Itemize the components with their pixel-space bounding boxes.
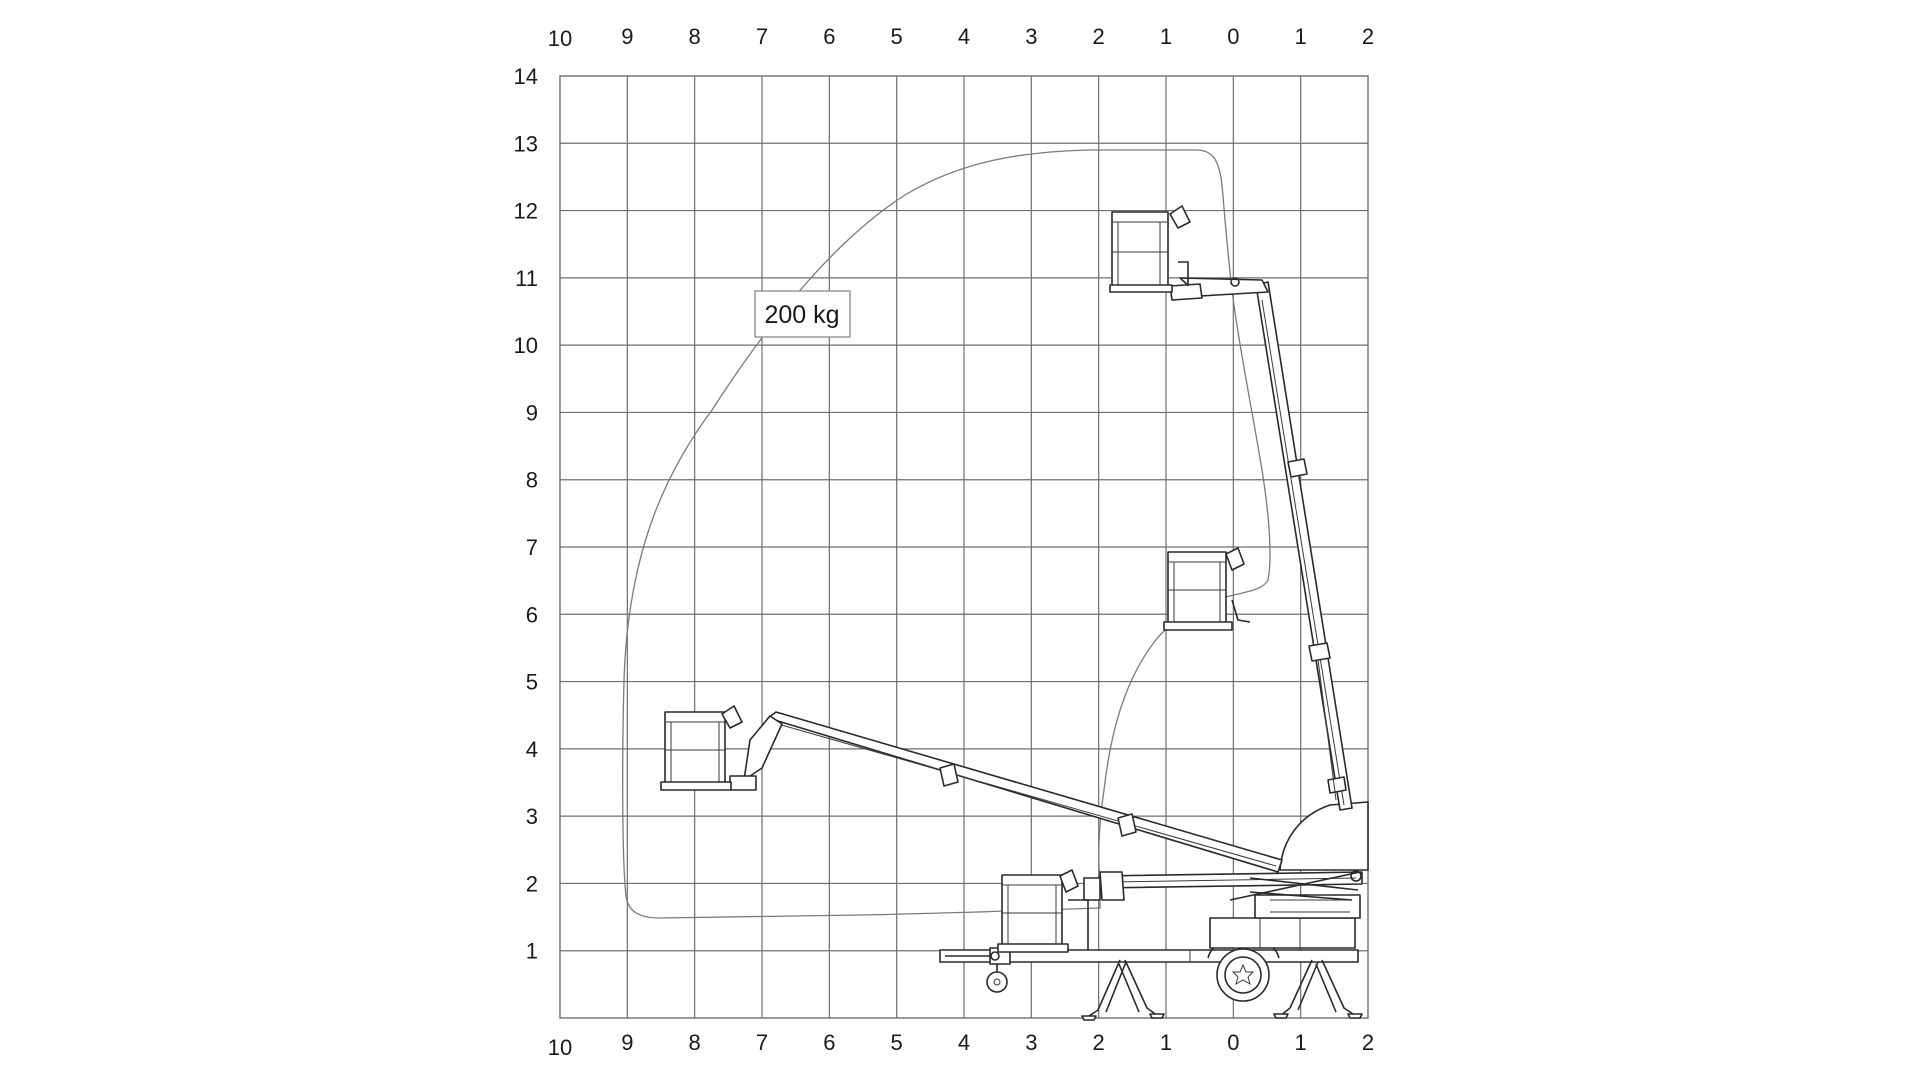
basket-middle — [1164, 548, 1250, 630]
x-tick-label: 4 — [957, 1030, 971, 1055]
basket-stowed — [998, 870, 1088, 952]
x-tick-label: 1 — [1159, 1030, 1173, 1055]
x-tick-label: 7 — [755, 24, 769, 49]
x-axis-top-ticks — [548, 24, 1374, 51]
x-tick-label: 2 — [1361, 1030, 1375, 1055]
x-tick-label: 1 — [1159, 24, 1173, 49]
y-tick-label: 7 — [525, 535, 538, 560]
x-tick-label: 9 — [621, 1030, 634, 1055]
x-tick-label: 2 — [1361, 24, 1375, 49]
x-tick-label: 6 — [823, 24, 836, 49]
x-tick-label: 1 — [1294, 1030, 1307, 1055]
x-tick-label: 8 — [688, 1030, 701, 1055]
y-tick-label: 6 — [525, 602, 538, 628]
x-tick-label: 10 — [547, 1035, 573, 1060]
y-tick-label: 9 — [525, 400, 538, 426]
boom-horizontal-position — [730, 712, 1282, 872]
x-tick-label: 5 — [890, 24, 903, 49]
y-tick-label: 4 — [525, 736, 538, 762]
jockey-wheel — [987, 972, 1007, 992]
y-tick-label: 11 — [515, 265, 538, 291]
basket-upper — [1110, 206, 1190, 292]
load-capacity-text: 200 kg — [764, 301, 840, 329]
boom-upper-position — [1170, 262, 1352, 810]
x-tick-label: 0 — [1227, 1030, 1240, 1055]
y-tick-label: 13 — [513, 131, 538, 157]
x-axis-bottom-ticks — [548, 1030, 1374, 1060]
y-tick-label: 2 — [525, 871, 538, 897]
x-tick-label: 2 — [1092, 24, 1105, 49]
y-tick-label: 5 — [525, 669, 538, 695]
working-envelope-outline — [623, 150, 1270, 918]
x-tick-label: 3 — [1025, 1030, 1038, 1055]
x-tick-label: 1 — [1294, 24, 1307, 49]
y-tick-label: 1 — [525, 938, 538, 964]
y-tick-label: 14 — [513, 64, 538, 89]
x-tick-label: 6 — [823, 1030, 836, 1055]
x-tick-label: 2 — [1092, 1030, 1105, 1055]
x-tick-label: 5 — [890, 1030, 903, 1055]
load-capacity-label — [755, 291, 850, 337]
y-tick-label: 10 — [513, 333, 538, 359]
x-tick-label: 0 — [1227, 24, 1240, 49]
x-tick-label: 3 — [1025, 24, 1038, 49]
x-tick-label: 4 — [957, 24, 971, 49]
y-tick-label: 3 — [525, 804, 538, 830]
x-tick-label: 7 — [755, 1030, 769, 1055]
x-tick-label: 9 — [621, 24, 634, 49]
y-axis-ticks — [514, 64, 538, 964]
x-tick-label: 8 — [688, 24, 701, 49]
y-tick-label: 8 — [525, 467, 538, 493]
y-tick-label: 12 — [513, 198, 538, 224]
x-tick-label: 10 — [547, 26, 573, 51]
